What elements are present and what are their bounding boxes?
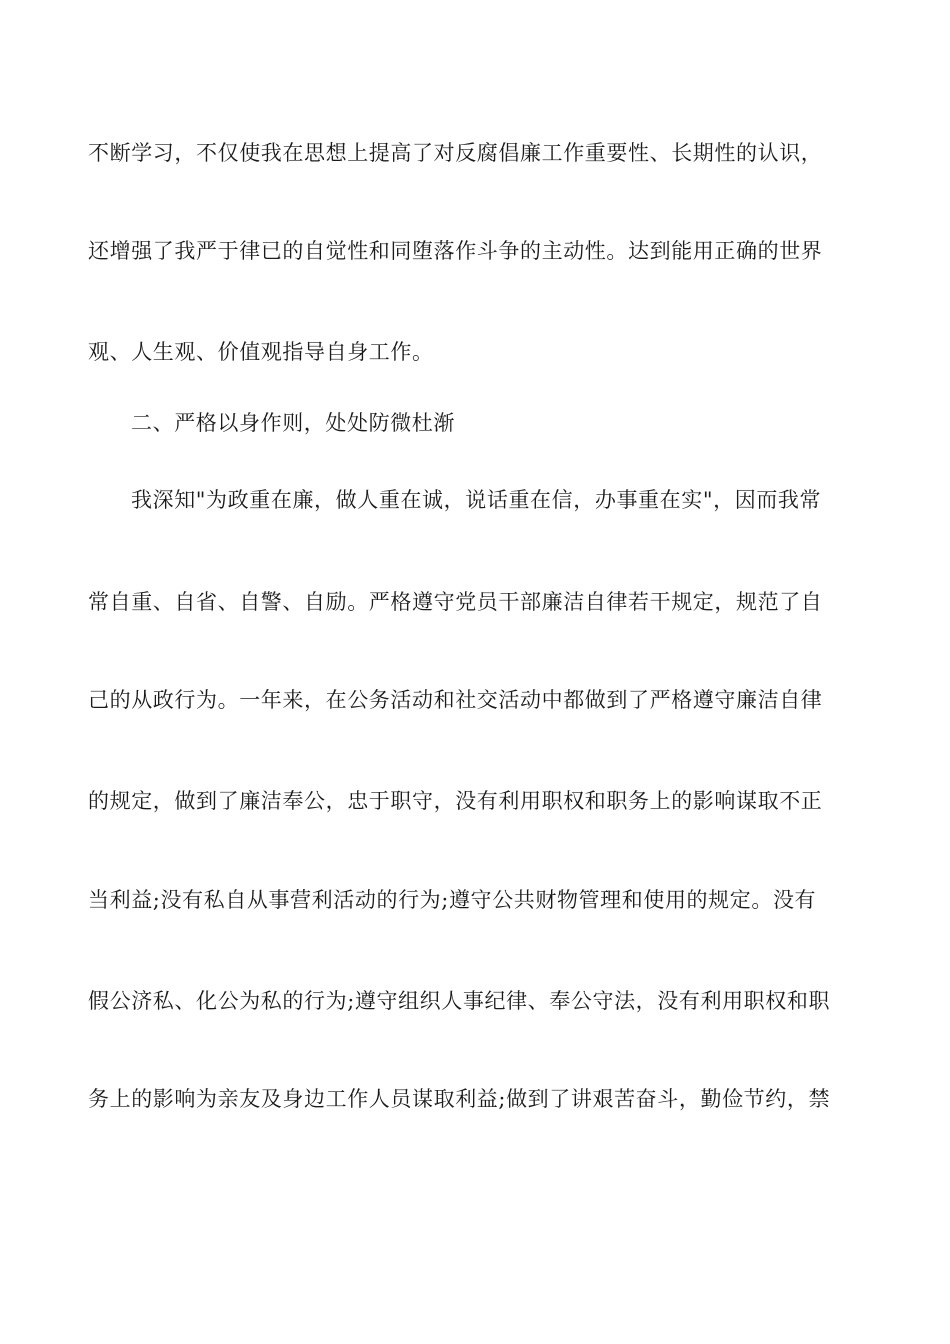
section-heading: 二、严格以身作则，处处防微杜渐 [131, 411, 455, 435]
paragraph-line: 的规定，做到了廉洁奉公，忠于职守，没有利用职权和职务上的影响谋取不正 [88, 789, 823, 813]
paragraph-line: 当利益;没有私自从事营利活动的行为;遵守公共财物管理和使用的规定。没有 [88, 888, 817, 912]
paragraph-line: 还增强了我严于律已的自觉性和同堕落作斗争的主动性。达到能用正确的世界 [88, 239, 823, 263]
paragraph-line: 假公济私、化公为私的行为;遵守组织人事纪律、奉公守法，没有利用职权和职 [88, 989, 831, 1013]
paragraph-line: 务上的影响为亲友及身边工作人员谋取利益;做到了讲艰苦奋斗，勤俭节约，禁 [88, 1087, 831, 1111]
paragraph-line: 己的从政行为。一年来，在公务活动和社交活动中都做到了严格遵守廉洁自律 [88, 688, 823, 712]
paragraph-line: 常自重、自省、自警、自励。严格遵守党员干部廉洁自律若干规定，规范了自 [88, 590, 823, 614]
paragraph-line: 我深知"为政重在廉，做人重在诚，说话重在信，办事重在实"，因而我常 [131, 488, 822, 512]
paragraph-line: 不断学习，不仅使我在思想上提高了对反腐倡廉工作重要性、长期性的认识， [88, 141, 823, 165]
paragraph-line: 观、人生观、价值观指导自身工作。 [88, 340, 434, 364]
